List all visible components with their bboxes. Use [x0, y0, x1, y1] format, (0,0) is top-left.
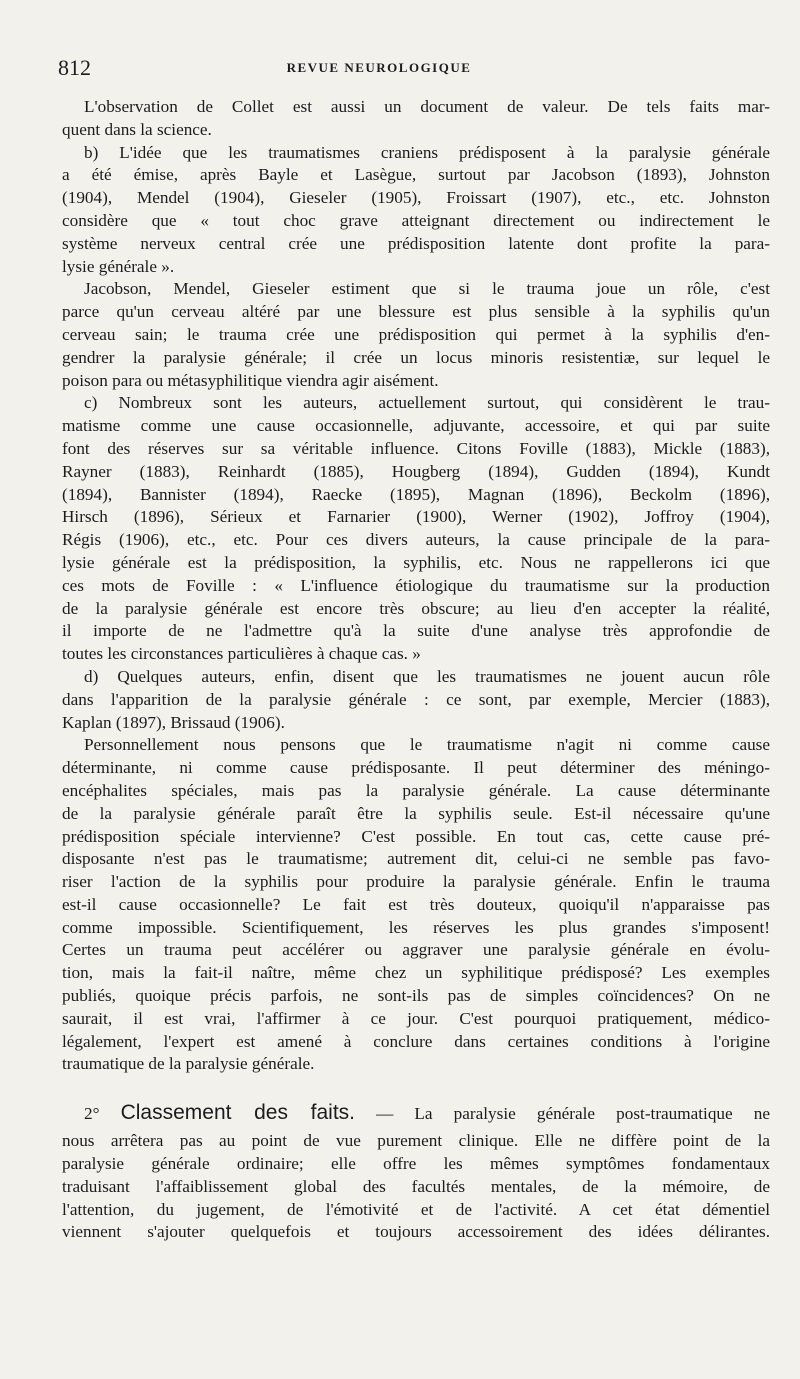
text-line: parce qu'un cerveau altéré par une blessure est plus sensible à la syphilis qu'un — [62, 302, 770, 322]
text-line: traduisant l'affaiblissement global des facultés mentales, de la mémoire, de — [62, 1176, 770, 1196]
text-line: Rayner (1883), Reinhardt (1885), Hougberg (1894), Gudden (1894), Kundt — [62, 461, 770, 481]
text-line: est-il cause occasionnelle? Le fait est très douteux, quoiqu'il n'apparaisse pas — [62, 894, 770, 914]
text-line: prédisposition spéciale intervienne? C'est possible. En tout cas, cette cause pré- — [62, 826, 770, 846]
text-line: font des réserves sur sa véritable influence. Citons Foville (1883), Mickle (1883), — [62, 438, 770, 458]
body-text — [62, 96, 770, 1244]
text-line: déterminante, ni comme cause prédisposante. Il peut déterminer des méningo- — [62, 758, 770, 778]
text-line: matisme comme une cause occasionnelle, adjuvante, accessoire, et qui par suite — [62, 416, 770, 436]
text-line: Hirsch (1896), Sérieux et Farnarier (1900), Werner (1902), Joffroy (1904), — [62, 507, 770, 527]
text-line: L'observation de Collet est aussi un document de valeur. De tels faits mar- — [84, 97, 770, 116]
text-line: d) Quelques auteurs, enfin, disent que les traumatismes ne jouent aucun rôle — [84, 666, 770, 686]
text-line: gendrer la paralysie générale; il crée un locus minoris resistentiæ, sur lequel le — [62, 347, 770, 367]
text-line: légalement, l'expert est amené à conclure dans certaines conditions à l'origine — [62, 1031, 770, 1051]
text-line: Jacobson, Mendel, Gieseler estiment que si le trauma joue un rôle, c'est — [84, 279, 770, 299]
text-line: Personnellement nous pensons que le traumatisme n'agit ni comme cause — [84, 735, 770, 755]
text-line: c) Nombreux sont les auteurs, actuellement surtout, qui considèrent le trau- — [84, 393, 770, 413]
text-line: Certes un trauma peut accélérer ou aggraver une paralysie générale en évolu- — [62, 940, 770, 960]
text-line: encéphalites spéciales, mais pas la paralysie générale. La cause déterminante — [62, 780, 770, 800]
text-line: (1894), Bannister (1894), Raecke (1895), Magnan (1896), Beckolm (1896), — [62, 484, 770, 504]
text-line: disposante n'est pas le traumatisme; autrement dit, celui-ci ne semble pas favo- — [62, 849, 770, 869]
text-line: poison para ou métasyphilitique viendra agir aisément. — [62, 370, 439, 390]
section-continuation: — La paralysie générale post-traumatique ne — [376, 1104, 770, 1124]
text-line: publiés, quoique précis parfois, ne sont-ils pas de simples coïncidences? On ne — [62, 986, 770, 1006]
text-line: Régis (1906), etc., etc. Pour ces divers auteurs, la cause principale de la para- — [62, 530, 770, 550]
page-header — [58, 55, 760, 81]
text-line: quent dans la science. — [62, 119, 212, 139]
text-line: tion, mais la fait-il naître, même chez un syphilitique prédisposé? Les exemples — [62, 963, 770, 983]
text-line: l'attention, du jugement, de l'émotivité et de l'activité. A cet état démentiel — [62, 1199, 770, 1219]
running-title: REVUE NEUROLOGIQUE — [286, 60, 472, 75]
text-line: cerveau sain; le trauma crée une prédisposition qui permet à la syphilis d'en- — [62, 324, 770, 344]
text-line: toutes les circonstances particulières à chaque cas. » — [62, 644, 421, 664]
section-paragraph — [62, 1130, 770, 1244]
page-number: 812 — [58, 55, 91, 80]
text-line: Kaplan (1897), Brissaud (1906). — [62, 712, 285, 732]
text-line: lysie générale ». — [62, 256, 175, 276]
text-line: considère que « tout choc grave atteignant directement ou indirectement le — [62, 210, 770, 230]
section-number: 2° — [84, 1104, 100, 1124]
text-line: système nerveux central crée une prédisposition latente dont profite la para- — [62, 233, 770, 253]
text-line: dans l'apparition de la paralysie générale : ce sont, par exemple, Mercier (1883), — [62, 689, 770, 709]
text-line: ces mots de Foville : « L'influence étiologique du traumatisme sur la production — [62, 575, 770, 595]
text-line: riser l'action de la syphilis pour produire la paralysie générale. Enfin le trauma — [62, 872, 770, 892]
text-line: de la paralysie générale est encore très obscure; au lieu d'en accepter la réalité, — [62, 598, 770, 618]
text-line: il importe de ne l'admettre qu'à la suite d'une analyse très approfondie de — [62, 621, 770, 641]
text-line: traumatique de la paralysie générale. — [62, 1054, 315, 1074]
text-line: lysie générale est la prédisposition, la syphilis, etc. Nous ne rappellerons ici que — [62, 552, 770, 572]
section-title: Classement des faits. — [120, 1101, 355, 1125]
text-line: saurait, il est vrai, l'affirmer à ce jour. C'est pourquoi pratiquement, médico- — [62, 1008, 770, 1028]
text-line: nous arrêtera pas au point de vue purement clinique. Elle ne diffère point de la — [62, 1131, 770, 1151]
text-line: paralysie générale ordinaire; elle offre les mêmes symptômes fondamentaux — [62, 1154, 770, 1174]
text-line: b) L'idée que les traumatismes craniens prédisposent à la paralysie générale — [84, 142, 770, 162]
text-line: viennent s'ajouter quelquefois et toujours accessoirement des idées délirantes. — [62, 1222, 770, 1242]
text-line: a été émise, après Bayle et Lasègue, surtout par Jacobson (1893), Johnston — [62, 165, 770, 185]
text-line: (1904), Mendel (1904), Gieseler (1905), Froissart (1907), etc., etc. Johnston — [62, 188, 770, 208]
main-paragraphs — [62, 96, 770, 1076]
text-line: de la paralysie générale paraît être la syphilis seule. Est-il nécessaire qu'une — [62, 803, 770, 823]
section-heading-line — [62, 1096, 770, 1130]
text-line: comme impossible. Scientifiquement, les réserves les plus grandes s'imposent! — [62, 917, 770, 937]
